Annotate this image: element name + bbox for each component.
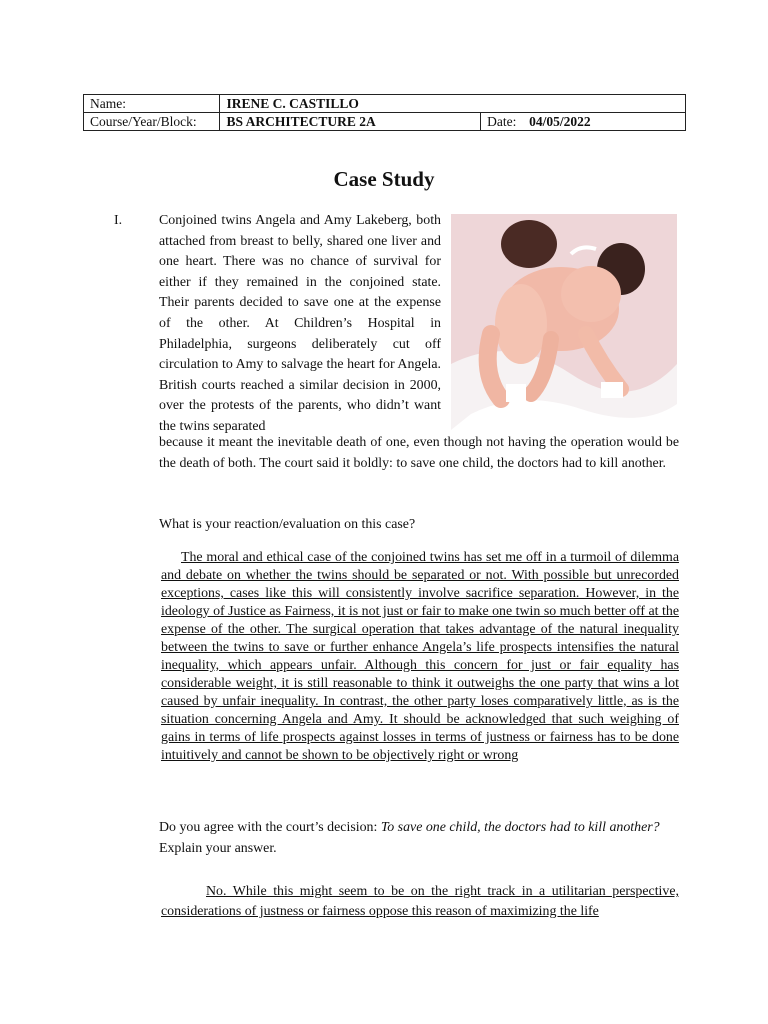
name-label: Name:: [84, 95, 220, 113]
case-paragraph-wrapped: Conjoined twins Angela and Amy Lakeberg, both attached from breast to belly, shared one liver and one heart. There was no chance of survival for either if they remained in the conjoined state. Their parents decided to save one at the expense of the other. At Children’s Hospital in Philadelphia, surgeons deliberately cut off circulation to Amy to salvage the heart for Angela. British courts reached a similar decision in 2000, over the protests of the parents, who didn’t want the twins separated: [159, 213, 441, 434]
course-label: Course/Year/Block:: [84, 113, 220, 131]
question-agree-prefix: Do you agree with the court’s decision:: [159, 820, 381, 835]
question-agree-quote: To save one child, the doctors had to kill another?: [380, 820, 660, 835]
name-row: [84, 95, 686, 113]
section-numeral: I.: [114, 213, 123, 228]
date-value: 04/05/2022: [529, 114, 591, 129]
answer-reaction: The moral and ethical case of the conjoined twins has set me off in a turmoil of dilemma and debate on whether the twins should be separated or not. With possible but unrecorded exceptions, cases like this will consistently involve sacrifice separation. However, in the ideology of Justice as Fairness, it is not just or fair to make one twin so much better off at the expense of the other. The surgical operation that takes advantage of the natural inequality between the twins to save or further enhance Angela’s life prospects intensifies the natural inequality, which appears unfair. Although this concern for just or fair equality has considerable weight, it is still reasonable to think it outweighs the one party that wins a lot caused by unfair inequality. In contrast, the other party loses comparatively little, as is the situation concerning Angela and Amy. It should be acknowledged that such weighing of gains in terms of life prospects against losses in terms of justness or fairness has to be done intuitively and cannot be shown to be objectively right or wrong: [161, 550, 679, 763]
case-paragraph-continued: because it meant the inevitable death of one, even though not having the operation would be the death of both. The court said it boldly: to save one child, the doctors had to kill another.: [159, 435, 679, 471]
question-reaction: What is your reaction/evaluation on this case?: [159, 517, 416, 532]
course-value: BS ARCHITECTURE 2A: [220, 113, 481, 131]
date-label: Date:: [487, 114, 517, 129]
name-value: IRENE C. CASTILLO: [220, 95, 686, 113]
student-info-table: [83, 94, 686, 131]
twins-illustration: [451, 214, 677, 430]
date-cell: [481, 113, 686, 131]
question-agree: [159, 818, 679, 859]
page-title: Case Study: [333, 167, 435, 191]
course-row: [84, 113, 686, 131]
conjoined-twins-photo-icon: [451, 214, 677, 430]
answer-agree: No. While this might seem to be on the right track in a utilitarian perspective, considerations of justness or fairness oppose this reason of maximizing the life: [161, 884, 679, 919]
question-agree-suffix: Explain your answer.: [159, 840, 277, 856]
